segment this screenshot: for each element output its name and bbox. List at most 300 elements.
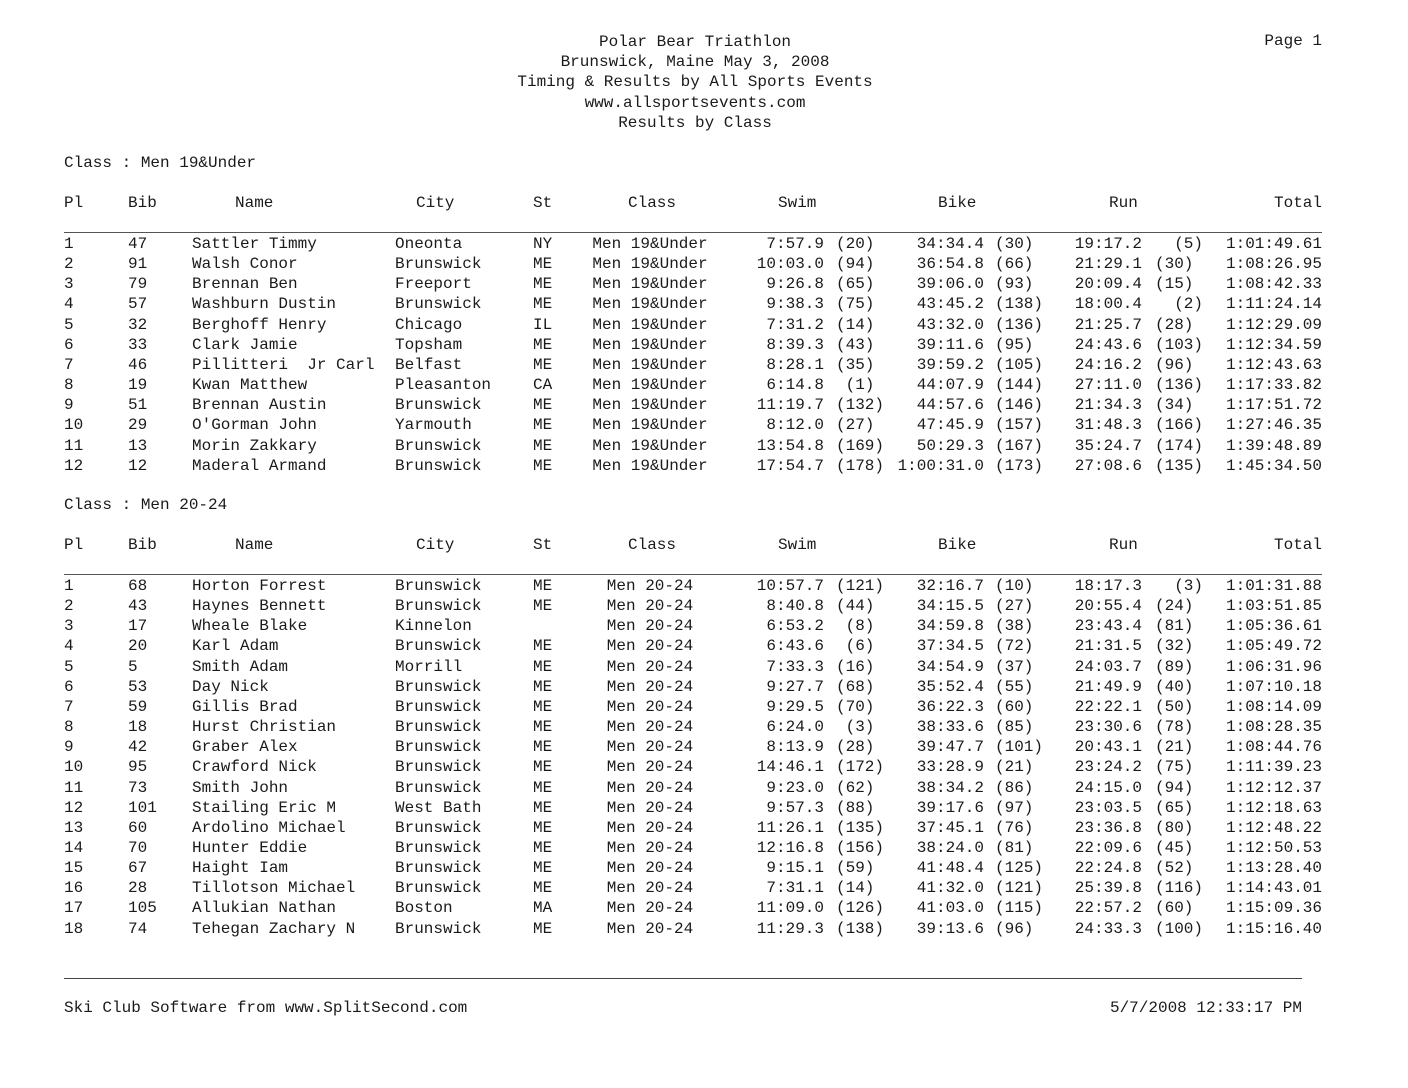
cell-class: Men 20-24	[606, 697, 694, 716]
cell-pl: 7	[64, 355, 74, 374]
cell-city: Brunswick	[395, 396, 482, 415]
cell-bike: 39:11.6	[916, 335, 984, 354]
cell-city: Brunswick	[395, 697, 482, 716]
result-row	[0, 457, 1408, 477]
cell-swim: 10:03.0	[756, 255, 824, 274]
column-header-city: City	[416, 194, 455, 212]
column-header-pl: Pl	[64, 194, 84, 212]
cell-run-rank: (5)	[1155, 235, 1204, 253]
cell-run: 24:15.0	[1074, 778, 1142, 797]
cell-st: ME	[533, 456, 553, 475]
result-row	[0, 316, 1408, 336]
cell-total: 1:07:10.18	[1225, 677, 1322, 696]
cell-swim: 8:28.1	[766, 355, 824, 374]
cell-total: 1:01:49.61	[1225, 235, 1322, 253]
column-header-swim: Swim	[778, 536, 817, 554]
cell-city: West Bath	[395, 798, 482, 817]
cell-bike: 34:15.5	[916, 597, 984, 616]
cell-run-rank: (94)	[1155, 778, 1194, 797]
cell-bib: 13	[128, 436, 148, 455]
cell-run: 31:48.3	[1074, 416, 1142, 435]
cell-pl: 9	[64, 396, 74, 415]
cell-st: ME	[533, 818, 553, 837]
cell-bike-rank: (136)	[995, 315, 1044, 334]
cell-run-rank: (78)	[1155, 718, 1194, 737]
cell-bike-rank: (72)	[995, 637, 1034, 656]
cell-bike-rank: (93)	[995, 275, 1034, 294]
cell-name: Allukian Nathan	[192, 899, 337, 918]
cell-class: Men 19&Under	[592, 235, 708, 253]
cell-bib: 95	[128, 758, 148, 777]
cell-swim: 8:40.8	[766, 597, 824, 616]
cell-pl: 12	[64, 798, 84, 817]
cell-bike-rank: (27)	[995, 597, 1034, 616]
cell-class: Men 20-24	[606, 798, 694, 817]
cell-total: 1:11:24.14	[1225, 295, 1322, 314]
cell-city: Brunswick	[395, 838, 482, 857]
cell-bike-rank: (85)	[995, 718, 1034, 737]
cell-st: ME	[533, 637, 553, 656]
column-header-row	[0, 536, 1408, 556]
cell-swim-rank: (59)	[836, 859, 875, 878]
cell-bike: 33:28.9	[916, 758, 984, 777]
cell-pl: 10	[64, 758, 84, 777]
column-header-name: Name	[235, 194, 274, 212]
cell-name: Ardolino Michael	[192, 818, 346, 837]
cell-run-rank: (135)	[1155, 456, 1204, 475]
cell-run: 35:24.7	[1074, 436, 1142, 455]
cell-pl: 3	[64, 275, 74, 294]
cell-bike: 39:06.0	[916, 275, 984, 294]
cell-city: Brunswick	[395, 677, 482, 696]
header-subtitle: Results by Class	[618, 113, 772, 132]
cell-bib: 32	[128, 315, 148, 334]
cell-swim: 8:39.3	[766, 335, 824, 354]
footer-divider	[64, 978, 1302, 979]
column-header-class: Class	[628, 194, 677, 212]
cell-city: Brunswick	[395, 577, 482, 595]
cell-run-rank: (75)	[1155, 758, 1194, 777]
cell-pl: 1	[64, 577, 74, 595]
column-header-run: Run	[1109, 194, 1138, 212]
report-header	[0, 32, 1390, 133]
cell-total: 1:08:14.09	[1225, 697, 1322, 716]
cell-total: 1:12:34.59	[1225, 335, 1322, 354]
cell-name: Washburn Dustin	[192, 295, 337, 314]
result-row	[0, 920, 1408, 940]
cell-st: ME	[533, 335, 553, 354]
result-row	[0, 839, 1408, 859]
cell-swim-rank: (156)	[836, 838, 885, 857]
cell-run: 23:24.2	[1074, 758, 1142, 777]
cell-run: 18:00.4	[1074, 295, 1142, 314]
cell-bike: 39:47.7	[916, 738, 984, 757]
cell-pl: 9	[64, 738, 74, 757]
cell-swim: 8:12.0	[766, 416, 824, 435]
cell-run-rank: (2)	[1155, 295, 1204, 314]
cell-class: Men 20-24	[606, 778, 694, 797]
cell-total: 1:06:31.96	[1225, 657, 1322, 676]
cell-class: Men 20-24	[606, 879, 694, 898]
result-row	[0, 577, 1408, 597]
cell-bike-rank: (86)	[995, 778, 1034, 797]
cell-bike: 38:33.6	[916, 718, 984, 737]
cell-name: Haight Iam	[192, 859, 289, 878]
cell-swim: 11:09.0	[756, 899, 824, 918]
cell-run: 22:22.1	[1074, 697, 1142, 716]
cell-pl: 16	[64, 879, 84, 898]
cell-swim-rank: (16)	[836, 657, 875, 676]
page-number: Page 1	[1264, 32, 1322, 50]
cell-run: 21:31.5	[1074, 637, 1142, 656]
header-title: Polar Bear Triathlon	[598, 33, 792, 51]
cell-pl: 5	[64, 315, 74, 334]
cell-class: Men 19&Under	[592, 335, 708, 354]
cell-run-rank: (15)	[1155, 275, 1194, 294]
cell-bike-rank: (138)	[995, 295, 1044, 314]
result-row	[0, 637, 1408, 657]
cell-bike: 43:32.0	[916, 315, 984, 334]
result-row	[0, 617, 1408, 637]
cell-st: ME	[533, 657, 553, 676]
column-header-bib: Bib	[128, 536, 157, 554]
cell-bike: 39:59.2	[916, 355, 984, 374]
cell-city: Oneonta	[395, 235, 463, 253]
cell-name: Brennan Ben	[192, 275, 298, 294]
cell-swim-rank: (138)	[836, 919, 885, 938]
cell-pl: 2	[64, 597, 74, 616]
cell-class: Men 20-24	[606, 597, 694, 616]
cell-total: 1:12:43.63	[1225, 355, 1322, 374]
header-timing: Timing & Results by All Sports Events	[517, 73, 873, 92]
cell-run: 22:57.2	[1074, 899, 1142, 918]
cell-bike-rank: (38)	[995, 617, 1034, 636]
cell-st: ME	[533, 355, 553, 374]
cell-total: 1:08:44.76	[1225, 738, 1322, 757]
cell-run: 24:16.2	[1074, 355, 1142, 374]
cell-st: ME	[533, 597, 553, 616]
cell-swim-rank: (44)	[836, 597, 875, 616]
cell-bike: 36:54.8	[916, 255, 984, 274]
cell-st: ME	[533, 436, 553, 455]
cell-name: Karl Adam	[192, 637, 279, 656]
cell-st: ME	[533, 577, 553, 595]
cell-total: 1:12:29.09	[1225, 315, 1322, 334]
result-row	[0, 899, 1408, 919]
cell-bike-rank: (30)	[995, 235, 1034, 253]
cell-bib: 68	[128, 577, 148, 595]
cell-class: Men 20-24	[606, 899, 694, 918]
cell-city: Brunswick	[395, 879, 482, 898]
cell-bike-rank: (66)	[995, 255, 1034, 274]
cell-city: Brunswick	[395, 637, 482, 656]
cell-total: 1:12:12.37	[1225, 778, 1322, 797]
cell-bib: 70	[128, 838, 148, 857]
cell-pl: 4	[64, 637, 74, 656]
cell-pl: 8	[64, 376, 74, 395]
cell-pl: 5	[64, 657, 74, 676]
cell-swim: 6:53.2	[766, 617, 824, 636]
cell-bike: 34:54.9	[916, 657, 984, 676]
cell-swim: 7:57.9	[766, 235, 824, 253]
cell-pl: 4	[64, 295, 74, 314]
cell-name: Clark Jamie	[192, 335, 298, 354]
cell-st: ME	[533, 778, 553, 797]
cell-bib: 43	[128, 597, 148, 616]
cell-swim-rank: (3)	[836, 718, 875, 737]
cell-bike: 50:29.3	[916, 436, 984, 455]
cell-total: 1:11:39.23	[1225, 758, 1322, 777]
cell-total: 1:08:28.35	[1225, 718, 1322, 737]
cell-run-rank: (45)	[1155, 838, 1194, 857]
cell-city: Pleasanton	[395, 376, 492, 395]
result-row	[0, 819, 1408, 839]
cell-name: Berghoff Henry	[192, 315, 327, 334]
cell-st: ME	[533, 697, 553, 716]
cell-total: 1:12:18.63	[1225, 798, 1322, 817]
result-row	[0, 356, 1408, 376]
cell-st: MA	[533, 899, 553, 918]
cell-pl: 17	[64, 899, 84, 918]
cell-total: 1:12:50.53	[1225, 838, 1322, 857]
cell-swim: 11:26.1	[756, 818, 824, 837]
result-row	[0, 718, 1408, 738]
cell-swim-rank: (132)	[836, 396, 885, 415]
cell-class: Men 20-24	[606, 818, 694, 837]
cell-bike-rank: (60)	[995, 697, 1034, 716]
cell-st: ME	[533, 718, 553, 737]
cell-swim: 9:38.3	[766, 295, 824, 314]
cell-swim: 12:16.8	[756, 838, 824, 857]
cell-pl: 2	[64, 255, 74, 274]
cell-run: 20:43.1	[1074, 738, 1142, 757]
cell-city: Brunswick	[395, 295, 482, 314]
cell-bike: 43:45.2	[916, 295, 984, 314]
result-row	[0, 879, 1408, 899]
cell-swim: 9:26.8	[766, 275, 824, 294]
cell-st: ME	[533, 738, 553, 757]
header-location-date: Brunswick, Maine May 3, 2008	[560, 53, 830, 72]
cell-bib: 5	[128, 657, 138, 676]
cell-city: Brunswick	[395, 718, 482, 737]
cell-bike: 38:24.0	[916, 838, 984, 857]
result-row	[0, 859, 1408, 879]
cell-swim: 13:54.8	[756, 436, 824, 455]
cell-name: Stailing Eric M	[192, 798, 337, 817]
cell-name: Haynes Bennett	[192, 597, 327, 616]
cell-pl: 3	[64, 617, 74, 636]
cell-name: Smith John	[192, 778, 289, 797]
cell-swim-rank: (70)	[836, 697, 875, 716]
cell-run-rank: (65)	[1155, 798, 1194, 817]
cell-swim: 9:57.3	[766, 798, 824, 817]
class-title: Class : Men 20-24	[64, 496, 228, 514]
cell-swim: 6:43.6	[766, 637, 824, 656]
result-row	[0, 658, 1408, 678]
cell-class: Men 19&Under	[592, 255, 708, 274]
cell-swim-rank: (75)	[836, 295, 875, 314]
cell-city: Brunswick	[395, 818, 482, 837]
cell-swim: 11:29.3	[756, 919, 824, 938]
cell-run-rank: (174)	[1155, 436, 1204, 455]
cell-swim: 9:27.7	[766, 677, 824, 696]
cell-bike: 34:34.4	[916, 235, 984, 253]
cell-run: 18:17.3	[1074, 577, 1142, 595]
cell-run: 23:43.4	[1074, 617, 1142, 636]
cell-name: Sattler Timmy	[192, 235, 317, 253]
cell-run: 25:39.8	[1074, 879, 1142, 898]
cell-bike: 39:13.6	[916, 919, 984, 938]
cell-name: Horton Forrest	[192, 577, 327, 595]
cell-run: 19:17.2	[1074, 235, 1142, 253]
cell-bib: 47	[128, 235, 148, 253]
cell-run-rank: (40)	[1155, 677, 1194, 696]
cell-st: ME	[533, 879, 553, 898]
cell-name: Walsh Conor	[192, 255, 298, 274]
cell-city: Boston	[395, 899, 453, 918]
cell-name: Brennan Austin	[192, 396, 327, 415]
cell-swim-rank: (65)	[836, 275, 875, 294]
cell-name: Morin Zakkary	[192, 436, 317, 455]
cell-st: IL	[533, 315, 553, 334]
cell-st: ME	[533, 255, 553, 274]
cell-bike-rank: (101)	[995, 738, 1044, 757]
cell-name: Tillotson Michael	[192, 879, 356, 898]
cell-bike: 36:22.3	[916, 697, 984, 716]
cell-bib: 18	[128, 718, 148, 737]
cell-swim-rank: (121)	[836, 577, 885, 595]
cell-swim-rank: (6)	[836, 637, 875, 656]
cell-bib: 74	[128, 919, 148, 938]
cell-name: Smith Adam	[192, 657, 289, 676]
cell-run-rank: (30)	[1155, 255, 1194, 274]
cell-swim-rank: (28)	[836, 738, 875, 757]
cell-bib: 17	[128, 617, 148, 636]
cell-pl: 10	[64, 416, 84, 435]
column-header-swim: Swim	[778, 194, 817, 212]
cell-pl: 14	[64, 838, 84, 857]
cell-bib: 51	[128, 396, 148, 415]
cell-class: Men 20-24	[606, 718, 694, 737]
cell-st: ME	[533, 416, 553, 435]
cell-bike: 32:16.7	[916, 577, 984, 595]
cell-bike-rank: (115)	[995, 899, 1044, 918]
cell-run: 21:25.7	[1074, 315, 1142, 334]
cell-run: 27:11.0	[1074, 376, 1142, 395]
column-header-bib: Bib	[128, 194, 157, 212]
cell-class: Men 20-24	[606, 677, 694, 696]
cell-run-rank: (60)	[1155, 899, 1194, 918]
cell-run: 24:43.6	[1074, 335, 1142, 354]
cell-bike: 37:45.1	[916, 818, 984, 837]
cell-city: Morrill	[395, 657, 463, 676]
cell-bib: 20	[128, 637, 148, 656]
cell-pl: 12	[64, 456, 84, 475]
cell-bib: 91	[128, 255, 148, 274]
result-row	[0, 678, 1408, 698]
cell-class: Men 19&Under	[592, 315, 708, 334]
class-title: Class : Men 19&Under	[64, 154, 257, 172]
cell-class: Men 20-24	[606, 637, 694, 656]
cell-run-rank: (166)	[1155, 416, 1204, 435]
cell-class: Men 19&Under	[592, 295, 708, 314]
cell-class: Men 19&Under	[592, 416, 708, 435]
cell-name: Day Nick	[192, 677, 269, 696]
cell-city: Brunswick	[395, 859, 482, 878]
cell-total: 1:45:34.50	[1225, 456, 1322, 475]
cell-class: Men 19&Under	[592, 355, 708, 374]
cell-swim-rank: (62)	[836, 778, 875, 797]
cell-city: Brunswick	[395, 738, 482, 757]
cell-total: 1:03:51.85	[1225, 597, 1322, 616]
cell-st: ME	[533, 838, 553, 857]
cell-class: Men 20-24	[606, 617, 694, 636]
cell-run: 23:03.5	[1074, 798, 1142, 817]
cell-bike-rank: (95)	[995, 335, 1034, 354]
cell-bib: 19	[128, 376, 148, 395]
cell-swim: 9:15.1	[766, 859, 824, 878]
cell-class: Men 19&Under	[592, 456, 708, 475]
footer-timestamp: 5/7/2008 12:33:17 PM	[1109, 999, 1302, 1017]
result-row	[0, 779, 1408, 799]
cell-total: 1:17:51.72	[1225, 396, 1322, 415]
cell-total: 1:15:09.36	[1225, 899, 1322, 918]
cell-pl: 11	[64, 778, 84, 797]
cell-bike: 38:34.2	[916, 778, 984, 797]
cell-name: Crawford Nick	[192, 758, 317, 777]
cell-swim-rank: (8)	[836, 617, 875, 636]
cell-st: ME	[533, 295, 553, 314]
cell-class: Men 19&Under	[592, 376, 708, 395]
cell-swim-rank: (1)	[836, 376, 875, 395]
cell-bike-rank: (10)	[995, 577, 1034, 595]
cell-city: Brunswick	[395, 758, 482, 777]
cell-class: Men 19&Under	[592, 275, 708, 294]
cell-name: Kwan Matthew	[192, 376, 308, 395]
cell-swim-rank: (94)	[836, 255, 875, 274]
cell-pl: 15	[64, 859, 84, 878]
cell-run-rank: (136)	[1155, 376, 1204, 395]
result-row	[0, 336, 1408, 356]
cell-bike: 35:52.4	[916, 677, 984, 696]
cell-swim: 11:19.7	[756, 396, 824, 415]
cell-run-rank: (50)	[1155, 697, 1194, 716]
cell-bike-rank: (125)	[995, 859, 1044, 878]
cell-swim: 9:29.5	[766, 697, 824, 716]
cell-city: Brunswick	[395, 597, 482, 616]
cell-swim-rank: (20)	[836, 235, 875, 253]
cell-run-rank: (21)	[1155, 738, 1194, 757]
cell-name: Wheale Blake	[192, 617, 308, 636]
cell-pl: 1	[64, 235, 74, 253]
cell-st: ME	[533, 919, 553, 938]
cell-city: Brunswick	[395, 778, 482, 797]
result-row	[0, 295, 1408, 315]
cell-total: 1:27:46.35	[1225, 416, 1322, 435]
cell-swim: 10:57.7	[756, 577, 824, 595]
cell-total: 1:13:28.40	[1225, 859, 1322, 878]
column-header-bike: Bike	[938, 536, 977, 554]
cell-swim: 7:33.3	[766, 657, 824, 676]
cell-st: NY	[533, 235, 553, 253]
cell-total: 1:05:36.61	[1225, 617, 1322, 636]
cell-class: Men 20-24	[606, 919, 694, 938]
cell-city: Yarmouth	[395, 416, 472, 435]
cell-bib: 67	[128, 859, 148, 878]
cell-bike-rank: (37)	[995, 657, 1034, 676]
cell-pl: 8	[64, 718, 74, 737]
cell-st: CA	[533, 376, 553, 395]
